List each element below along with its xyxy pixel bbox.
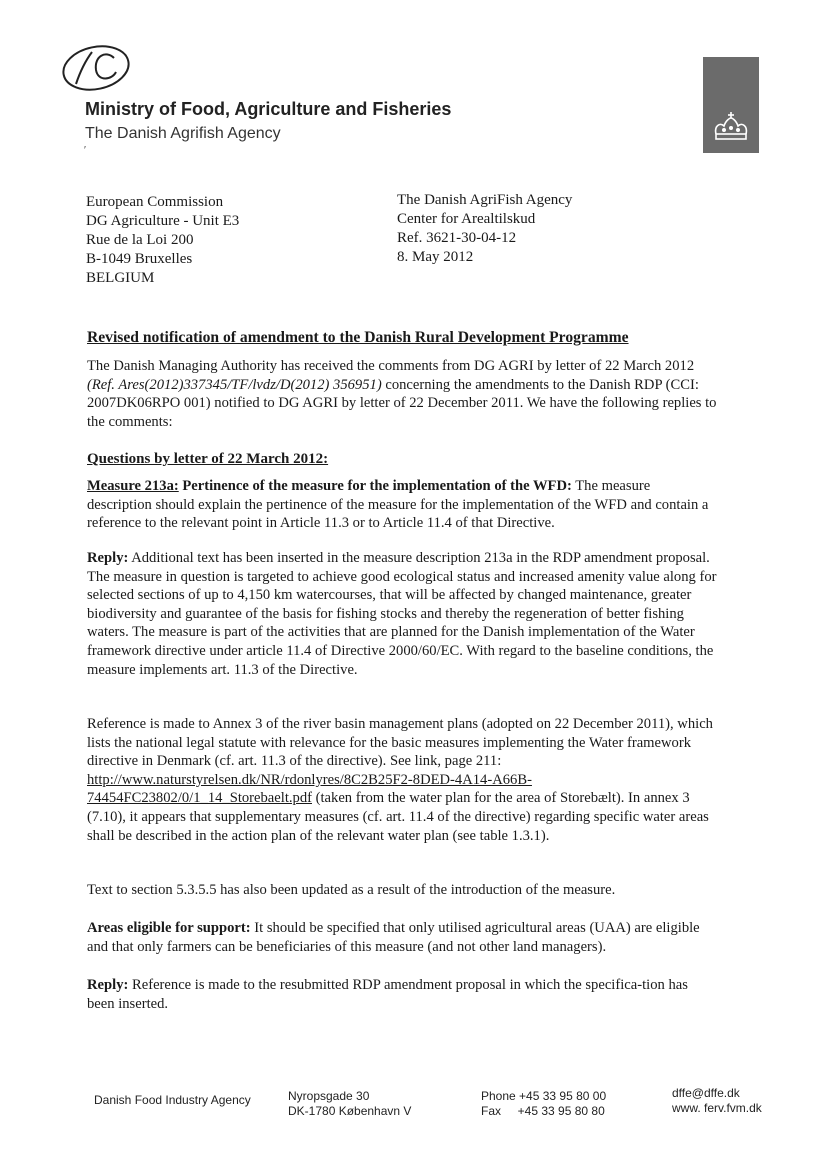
sender-line: The Danish AgriFish Agency	[397, 192, 573, 208]
measure-text: The measure description should explain the pertinence of the measure for the implementation of the WFD and contain a reference to the relevant point in Article 11.3 or to Article 11.4 of that Directive.	[87, 478, 709, 532]
section-text: Text to section 5.3.5.5 has also been updated as a result of the introduction of the measure.	[87, 882, 616, 898]
footer-org: Danish Food Industry Agency	[94, 1093, 251, 1107]
footer-fax: Fax +45 33 95 80 80	[481, 1104, 605, 1118]
intro-paragraph	[87, 357, 717, 431]
footer-phone: Phone +45 33 95 80 00	[481, 1089, 607, 1103]
footer-city: DK-1780 København V	[288, 1104, 412, 1118]
letter-date: 8. May 2012	[397, 249, 474, 265]
recipient-line: Rue de la Loi 200	[86, 232, 194, 248]
areas-text: It should be specified that only utilised agricultural areas (UAA) are eligible and that only farmers can be beneficiaries of this measure (and not other land managers).	[87, 920, 700, 955]
recipient-address	[86, 193, 239, 288]
footer-contact	[481, 1089, 606, 1119]
footer-address	[288, 1089, 411, 1119]
recipient-line: DG Agriculture - Unit E3	[86, 213, 240, 229]
reply-paragraph	[87, 549, 717, 679]
measure-label: Measure 213a:	[87, 478, 179, 494]
footer-web: www. ferv.fvm.dk	[672, 1101, 762, 1115]
reply-label: Reply:	[87, 977, 129, 993]
reply-text: Additional text has been inserted in the measure description 213a in the RDP amendment proposal. The measure in question is targeted to achieve good ecological status and increased amenity value along for selected sections of up to 4,150 km watercourses, that will be affected by changed maintenance, greater biodiversity and guarantee of the basis for fishing stocks and thereby the regeneration of better fishing waters. The measure is part of the activities that are planned for the Danish implementation of the Water framework directive under article 11.4 of Directive 2000/60/EC. With regard to the baseline conditions, the measure implements art. 11.3 of the Directive.	[87, 550, 717, 678]
agency-name: The Danish Agrifish Agency	[85, 125, 281, 142]
ministry-name: Ministry of Food, Agriculture and Fisheries	[85, 99, 452, 119]
intro-text: The Danish Managing Authority has received the comments from DG AGRI by letter of 22 March 2012	[87, 358, 695, 374]
questions-heading: Questions by letter of 22 March 2012:	[87, 451, 329, 467]
reply-label: Reply:	[87, 550, 129, 566]
intro-text-cont: concerning the amendments to the Danish RDP (CCI: 2007DK06RPO 001) notified to DG AGRI by letter of 22 December 2011. We have the following replies to the comments:	[87, 376, 717, 430]
letter-title: Revised notification of amendment to the Danish Rural Development Programme	[87, 329, 629, 346]
section-update-paragraph	[87, 881, 717, 900]
handwritten-number	[58, 42, 132, 98]
crown-icon	[712, 112, 750, 142]
reply-text: Reference is made to the resubmitted RDP amendment proposal in which the specifica-tion has been inserted.	[87, 977, 688, 1012]
crown-logo	[703, 57, 759, 153]
footer-street: Nyropsgade 30	[288, 1089, 370, 1103]
areas-label: Areas eligible for support:	[87, 920, 251, 936]
water-plan-link[interactable]: http://www.naturstyrelsen.dk/NR/rdonlyres/8C2B25F2-8DED-4A14-A66B-74454FC23802/0/1_14_Storebaelt.pdf	[87, 771, 532, 807]
sender-block	[397, 191, 572, 267]
areas-paragraph	[87, 919, 717, 956]
ares-reference: (Ref. Ares(2012)337345/TF/lvdz/D(2012) 356951)	[87, 376, 382, 393]
reference-text: Reference is made to Annex 3 of the river basin management plans (adopted on 22 December 2011), which lists the national legal statute with relevance for the basic measures implementing the Water framework directive in Denmark (cf. art. 11.3 of the directive). See link, page 211:	[87, 716, 713, 770]
second-reply-paragraph	[87, 976, 717, 1013]
stray-tick-mark: ′	[84, 145, 86, 156]
recipient-line: BELGIUM	[86, 270, 155, 286]
measure-title: Pertinence of the measure for the implementation of the WFD:	[178, 478, 572, 494]
recipient-line: B-1049 Bruxelles	[86, 251, 193, 267]
sender-line: Center for Arealtilskud	[397, 211, 536, 227]
footer-email: dffe@dffe.dk	[672, 1086, 740, 1100]
measure-paragraph	[87, 477, 717, 533]
reference-text-cont: (taken from the water plan for the area of Storebælt). In annex 3 (7.10), it appears that supplementary measures (cf. art. 11.4 of the directive) regarding specific water areas shall be described in the action plan of the relevant water plan (see table 1.3.1).	[87, 790, 709, 844]
footer-online	[672, 1086, 762, 1116]
recipient-line: European Commission	[86, 194, 224, 210]
reference-paragraph	[87, 715, 717, 845]
reference-number: Ref. 3621-30-04-12	[397, 230, 517, 246]
